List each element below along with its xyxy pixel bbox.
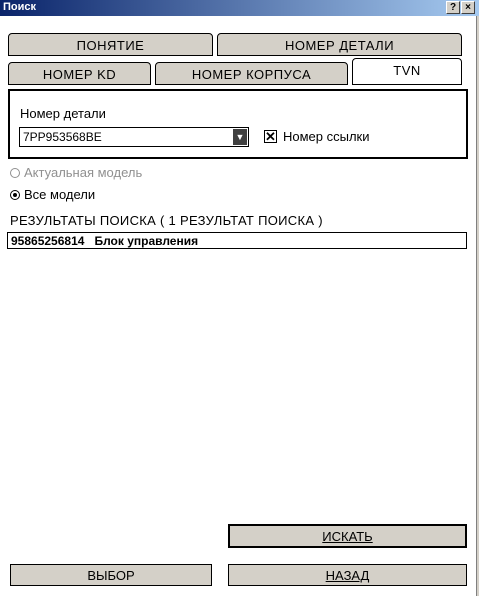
tab-part-number[interactable] — [217, 33, 462, 56]
result-description: Блок управления — [94, 234, 199, 248]
back-button-label: НАЗАД — [325, 568, 370, 583]
radio-all-models[interactable] — [10, 190, 20, 200]
search-button[interactable] — [228, 524, 467, 548]
part-number-combo[interactable] — [19, 127, 249, 147]
radio-all-models-label: Все модели — [24, 187, 96, 202]
part-number-value: 7PP953568BE — [23, 130, 102, 144]
tab-body-number[interactable] — [155, 62, 348, 85]
select-button-label: ВЫБОР — [87, 568, 135, 583]
radio-selected-dot — [13, 193, 17, 197]
radio-current-model-label: Актуальная модель — [24, 165, 143, 180]
tab-body-number-label: НОМЕР КОРПУСА — [191, 67, 312, 82]
results-list[interactable] — [7, 232, 467, 249]
back-button[interactable] — [228, 564, 467, 586]
window-title: Поиск — [3, 1, 37, 13]
chevron-down-icon[interactable]: ▼ — [233, 129, 247, 145]
tab-kd-number-label: НОМЕР KD — [42, 67, 117, 82]
tab-concept-label: ПОНЯТИЕ — [76, 38, 145, 53]
result-number: 95865256814 — [11, 234, 85, 248]
select-button[interactable] — [10, 564, 212, 586]
title-bar — [0, 0, 479, 16]
tab-tvn-label: TVN — [393, 63, 421, 78]
tab-kd-number[interactable] — [8, 62, 151, 85]
result-row[interactable] — [11, 234, 198, 248]
part-number-label: Номер детали — [20, 106, 106, 121]
reference-number-label: Номер ссылки — [283, 129, 370, 144]
search-panel — [8, 89, 468, 159]
tab-concept[interactable] — [8, 33, 213, 56]
search-button-label: ИСКАТЬ — [322, 529, 373, 544]
help-button[interactable]: ? — [446, 1, 460, 14]
tab-tvn[interactable] — [352, 58, 462, 85]
tab-part-number-label: НОМЕР ДЕТАЛИ — [284, 38, 395, 53]
results-title: РЕЗУЛЬТАТЫ ПОИСКА ( 1 РЕЗУЛЬТАТ ПОИСКА ) — [10, 213, 323, 228]
reference-number-checkbox[interactable]: ✕ — [265, 129, 276, 144]
close-button[interactable]: × — [461, 1, 475, 14]
radio-current-model[interactable] — [10, 168, 20, 178]
